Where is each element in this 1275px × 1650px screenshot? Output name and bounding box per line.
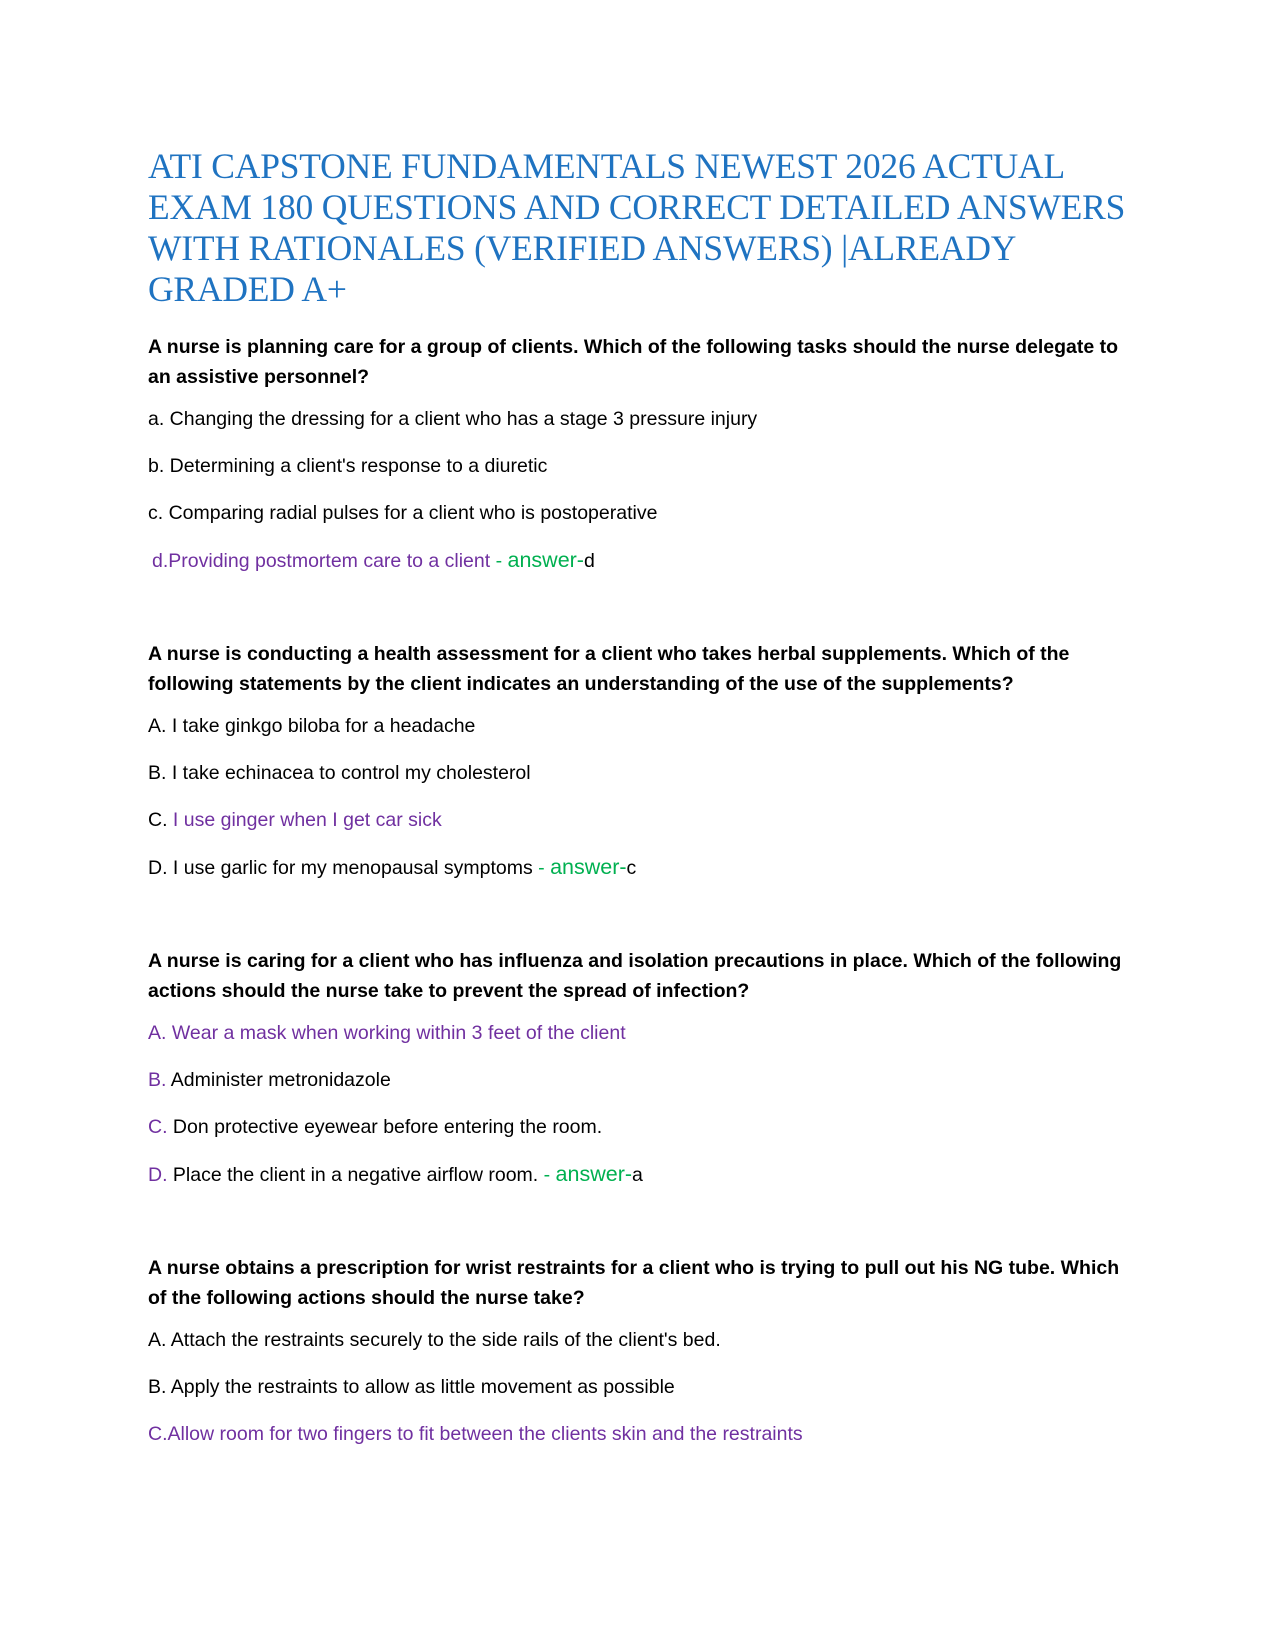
question-stem: A nurse obtains a prescription for wrist restraints for a client who is trying to pull out his NG tube. Which of the following actions should the nurse take?	[148, 1257, 1120, 1309]
document-page	[148, 146, 1128, 1469]
option-d	[148, 855, 1128, 881]
option-a: A. Wear a mask when working within 3 feet of the client	[148, 1022, 626, 1044]
option-letter: B.	[148, 1069, 167, 1091]
answer-marker-dash: -	[538, 1164, 556, 1186]
option-b	[148, 1068, 1128, 1093]
option-letter: C.	[148, 1116, 168, 1138]
option-c	[148, 808, 1128, 833]
option-letter: C.	[148, 809, 168, 831]
option-text: Place the client in a negative airflow room.	[172, 1164, 539, 1186]
answer-marker-dash: -	[532, 857, 551, 879]
option-d	[148, 548, 1128, 574]
option-text: I use ginger when I get car sick	[172, 809, 442, 831]
option-b: B. I take echinacea to control my cholesterol	[148, 762, 531, 784]
answer-value: d	[583, 550, 595, 572]
document-title: ATI CAPSTONE FUNDAMENTALS NEWEST 2026 ACTUAL EXAM 180 QUESTIONS AND CORRECT DETAILED ANSWERS WITH RATIONALES (VERIFIED ANSWERS) |ALREADY GRADED A+	[148, 146, 1126, 309]
option-d	[148, 1162, 1128, 1188]
question-4	[148, 1253, 1128, 1447]
spacer	[148, 596, 1128, 639]
answer-value: c	[626, 857, 637, 879]
option-text: Administer metronidazole	[170, 1069, 391, 1091]
spacer	[148, 1210, 1128, 1253]
option-c: C.Allow room for two fingers to fit between the clients skin and the restraints	[148, 1423, 803, 1445]
option-b: B. Apply the restraints to allow as little movement as possible	[148, 1376, 675, 1398]
answer-value: a	[632, 1164, 643, 1186]
option-a: A. Attach the restraints securely to the side rails of the client's bed.	[148, 1329, 721, 1351]
question-stem: A nurse is conducting a health assessment for a client who takes herbal supplements. Which of the following statements by the client indicates an understanding of the use of the supplements?	[148, 643, 1070, 695]
option-text: Don protective eyewear before entering the room.	[172, 1116, 603, 1138]
answer-marker: answer-	[550, 855, 627, 879]
option-c	[148, 1115, 1128, 1140]
question-stem: A nurse is planning care for a group of clients. Which of the following tasks should the nurse delegate to an assistive personnel?	[148, 336, 1119, 388]
question-3	[148, 946, 1128, 1188]
spacer	[148, 903, 1128, 946]
option-text: d.Providing postmortem care to a client	[152, 550, 491, 572]
option-a: a. Changing the dressing for a client who has a stage 3 pressure injury	[148, 408, 758, 430]
option-b: b. Determining a client's response to a diuretic	[148, 455, 548, 477]
question-1	[148, 332, 1128, 574]
option-a: A. I take ginkgo biloba for a headache	[148, 715, 476, 737]
option-text: D. I use garlic for my menopausal symptoms	[148, 857, 533, 879]
question-stem: A nurse is caring for a client who has influenza and isolation precautions in place. Which of the following actions should the nurse take to prevent the spread of infection?	[148, 950, 1122, 1002]
question-2	[148, 639, 1128, 881]
answer-marker: answer-	[507, 548, 584, 572]
answer-marker: answer-	[555, 1162, 633, 1186]
option-c: c. Comparing radial pulses for a client who is postoperative	[148, 502, 658, 524]
answer-marker-dash: -	[490, 550, 508, 572]
option-letter: D.	[148, 1164, 168, 1186]
